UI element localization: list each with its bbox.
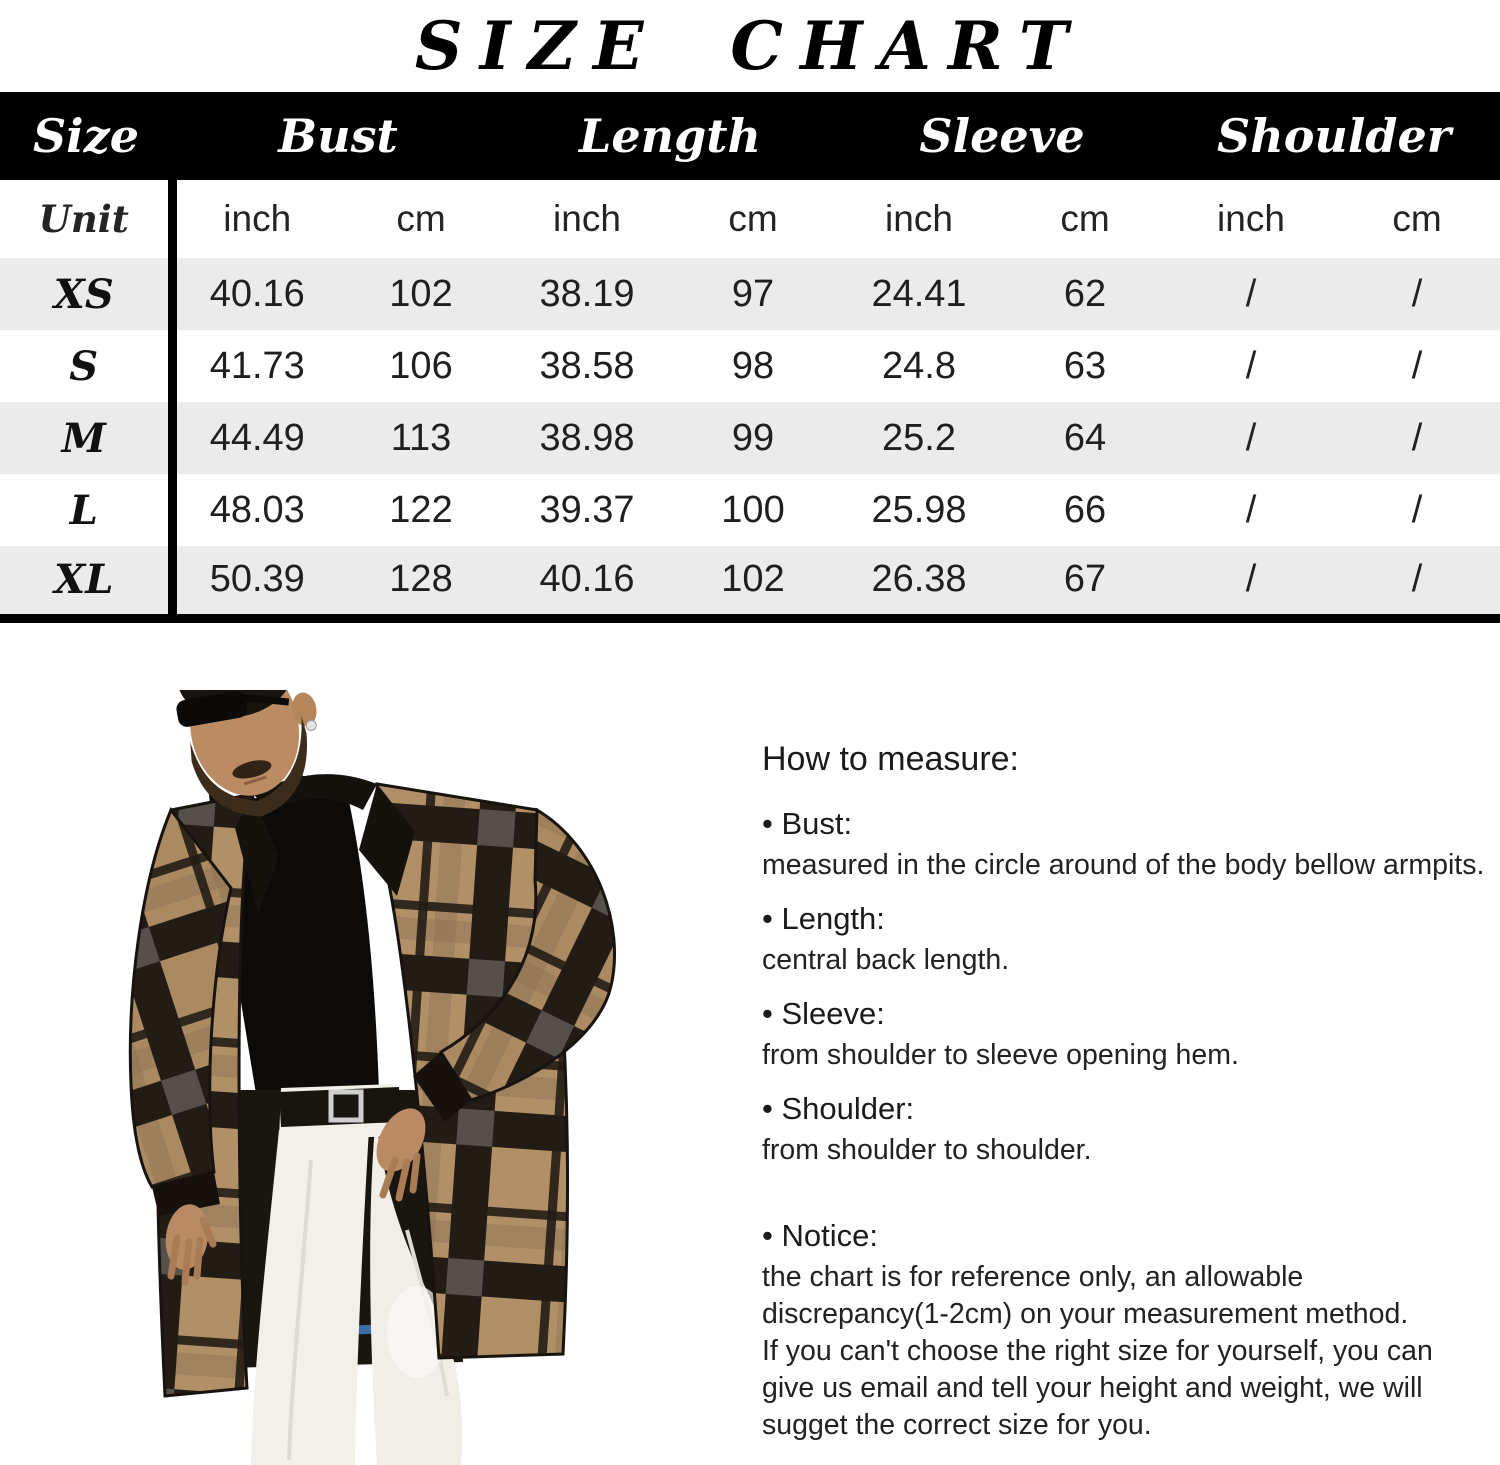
measure-bust-title: • Bust: [762, 806, 853, 841]
cell: 50.39 [172, 546, 338, 618]
cell: / [1411, 488, 1423, 531]
cell: 64 [1002, 402, 1168, 474]
size-label-xs: XS [0, 258, 172, 330]
col-header-shoulder: Shoulder [1217, 109, 1451, 163]
cell: 128 [338, 546, 504, 618]
unit-cell: inch [1217, 198, 1285, 239]
notice-section [762, 1217, 1492, 1444]
table-row-m [0, 402, 1500, 474]
cell: 100 [721, 488, 785, 531]
measure-length-title: • Length: [762, 901, 885, 936]
size-label-l: L [0, 474, 172, 546]
notice-title: • Notice: [762, 1218, 878, 1253]
measure-section-length [762, 900, 1492, 979]
table-row-xs [0, 258, 1500, 330]
measure-heading: How to measure: [762, 740, 1019, 778]
col-header-length: Length [579, 109, 761, 163]
cell: 98 [731, 344, 775, 387]
cell: 38.19 [504, 258, 670, 330]
unit-cell: cm [728, 198, 778, 239]
measure-length-desc: central back length. [762, 944, 1010, 976]
measure-section-bust [762, 805, 1492, 884]
cell: 102 [670, 546, 836, 618]
size-label-xl: XL [0, 546, 172, 618]
size-label-s: S [0, 330, 172, 402]
notice-line: give us email and tell your height and weight, we will [762, 1372, 1423, 1404]
cell: / [1168, 546, 1334, 618]
cell: 25.2 [836, 402, 1002, 474]
model-figure [130, 690, 614, 1465]
col-header-sleeve: Sleeve [919, 109, 1085, 163]
unit-cell: cm [1392, 198, 1442, 239]
cell: 40.16 [504, 546, 670, 618]
measure-bust-desc: measured in the circle around of the body bellow armpits. [762, 849, 1485, 881]
cell: 62 [1002, 258, 1168, 330]
cell: 40.16 [172, 258, 338, 330]
belt [279, 1087, 401, 1127]
cell: 38.98 [504, 402, 670, 474]
cell: 39.37 [539, 488, 635, 531]
unit-cell: inch [885, 198, 953, 239]
cell: / [1245, 488, 1257, 531]
cell: 102 [338, 258, 504, 330]
unit-label: Unit [0, 180, 172, 258]
notice-line: sugget the correct size for you. [762, 1409, 1152, 1441]
cell: 24.8 [882, 344, 956, 387]
table-row-xl [0, 546, 1500, 618]
table-row-l [0, 474, 1500, 546]
table-row-s [0, 330, 1500, 402]
cell: 106 [389, 344, 453, 387]
page-title: SIZE CHART [414, 7, 1086, 85]
title-bar [0, 0, 1500, 92]
cell: 97 [670, 258, 836, 330]
col-header-bust: Bust [278, 109, 398, 163]
notice-line: discrepancy(1-2cm) on your measurement method. [762, 1298, 1409, 1330]
measure-section-sleeve [762, 995, 1492, 1074]
unit-cell: inch [223, 198, 292, 239]
cell: / [1168, 402, 1334, 474]
cell: 41.73 [209, 344, 305, 387]
notice-line: If you can't choose the right size for yourself, you can [762, 1335, 1433, 1367]
measure-instructions [762, 740, 1492, 1460]
size-label-m: M [0, 402, 172, 474]
cell: 99 [670, 402, 836, 474]
unit-cell: cm [396, 198, 446, 239]
size-chart-table [0, 92, 1500, 623]
cell: 44.49 [172, 402, 338, 474]
unit-row [0, 180, 1500, 258]
cell: 63 [1063, 344, 1107, 387]
measure-section-shoulder [762, 1090, 1492, 1169]
cell: / [1334, 546, 1500, 618]
unit-cell: inch [553, 198, 621, 239]
col-header-size: Size [32, 109, 140, 163]
cell: 25.98 [871, 488, 967, 531]
cell: 113 [338, 402, 504, 474]
notice-line: the chart is for reference only, an allowable [762, 1261, 1304, 1293]
cell: / [1411, 344, 1423, 387]
cell: / [1245, 344, 1257, 387]
cell: 48.03 [209, 488, 305, 531]
cell: / [1168, 258, 1334, 330]
cell: / [1334, 258, 1500, 330]
unit-cell: cm [1060, 198, 1110, 239]
table-header-row [0, 92, 1500, 180]
measure-shoulder-title: • Shoulder: [762, 1091, 915, 1126]
cell: 24.41 [836, 258, 1002, 330]
model-photo [95, 690, 705, 1465]
cell: / [1334, 402, 1500, 474]
cell: 66 [1063, 488, 1107, 531]
measure-sleeve-title: • Sleeve: [762, 996, 885, 1031]
cell: 67 [1002, 546, 1168, 618]
cell: 26.38 [836, 546, 1002, 618]
measure-sleeve-desc: from shoulder to sleeve opening hem. [762, 1039, 1239, 1071]
cell: 122 [389, 488, 453, 531]
cell: 38.58 [539, 344, 635, 387]
measure-shoulder-desc: from shoulder to shoulder. [762, 1134, 1092, 1166]
